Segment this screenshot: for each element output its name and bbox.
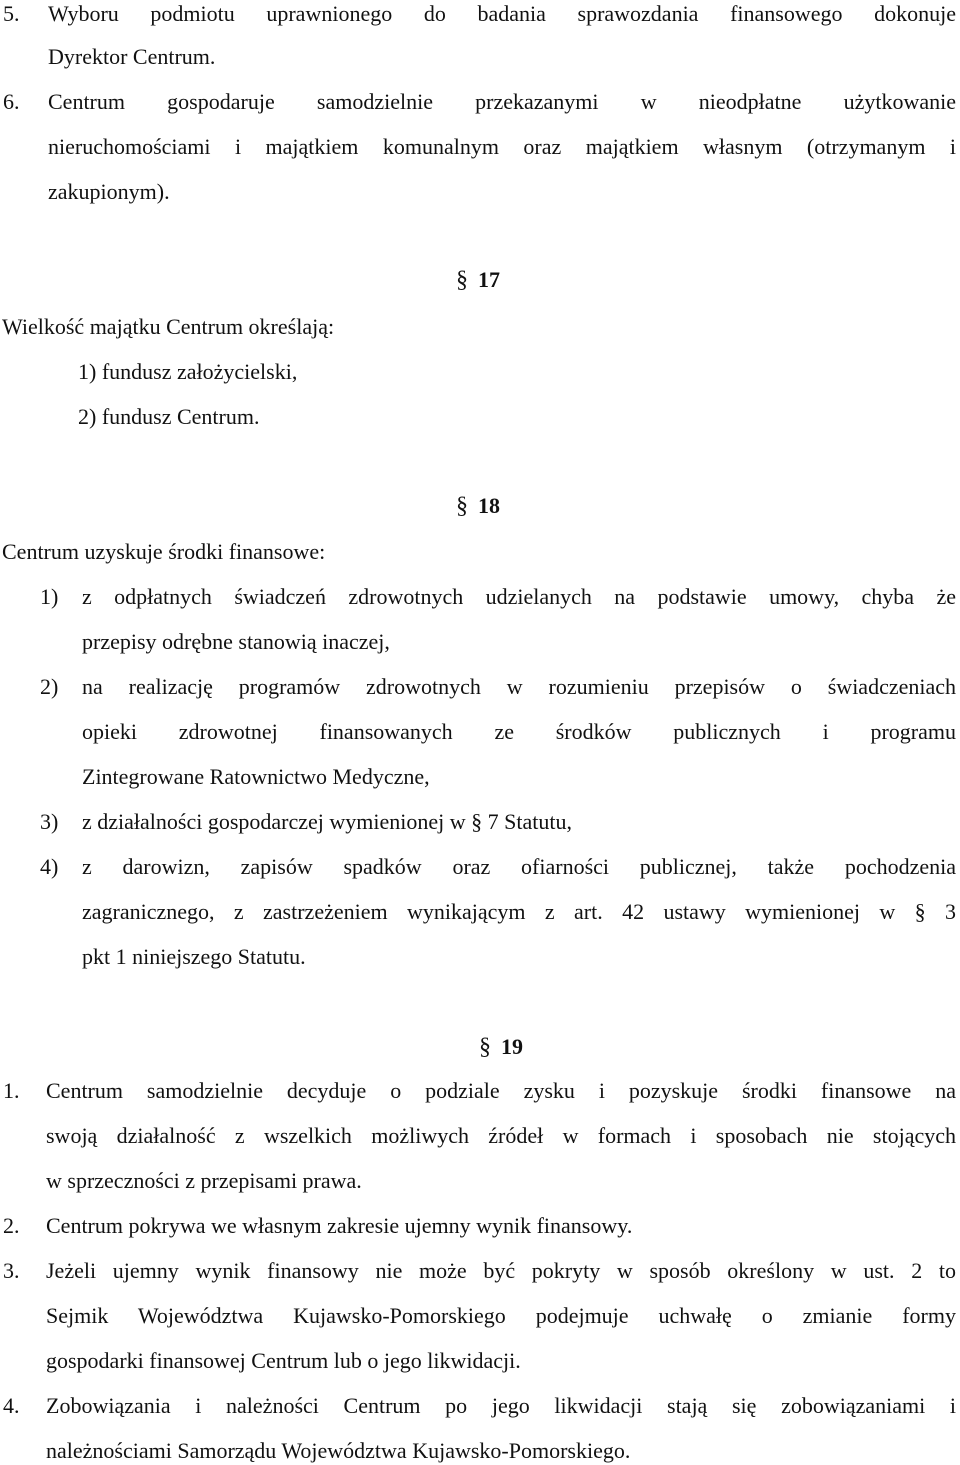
item-text-line: Jeżeli ujemny wynik finansowy nie może być pokryty w sposób określony w ust. 2 to xyxy=(46,1258,956,1283)
list-item: 1) fundusz założycielski, xyxy=(78,359,298,384)
item-number: 5. xyxy=(3,1,20,26)
section-number: 19 xyxy=(501,1034,523,1059)
section-number: 18 xyxy=(478,493,500,518)
item-text-line: zagranicznego, z zastrzeżeniem wynikającym z art. 42 ustawy wymienionej w § 3 xyxy=(82,899,956,924)
section-symbol: § xyxy=(456,493,468,519)
section-symbol: § xyxy=(456,267,468,293)
item-text-line: należnościami Samorządu Województwa Kujawsko-Pomorskiego. xyxy=(46,1438,631,1463)
item-text-line: Zintegrowane Ratownictwo Medyczne, xyxy=(82,764,430,789)
section-number: 17 xyxy=(478,267,500,292)
item-number: 3. xyxy=(3,1258,20,1283)
item-text-line: opieki zdrowotnej finansowanych ze środków publicznych i programu xyxy=(82,719,956,744)
list-item: 2) fundusz Centrum. xyxy=(78,404,260,429)
item-text-line: z odpłatnych świadczeń zdrowotnych udzielanych na podstawie umowy, chyba że xyxy=(82,584,956,609)
item-text-line: Dyrektor Centrum. xyxy=(48,44,216,69)
item-text-line: Centrum samodzielnie decyduje o podziale zysku i pozyskuje środki finansowe na xyxy=(46,1078,956,1103)
section-heading-19 xyxy=(479,1033,523,1061)
item-number: 2) xyxy=(40,674,59,699)
item-text-line: Zobowiązania i należności Centrum po jego likwidacji stają się zobowiązaniami i xyxy=(46,1393,956,1418)
item-number: 4. xyxy=(3,1393,20,1418)
item-text-line: Centrum pokrywa we własnym zakresie ujemny wynik finansowy. xyxy=(46,1213,633,1238)
item-text-line: swoją działalność z wszelkich możliwych źródeł w formach i sposobach nie stojących xyxy=(46,1123,956,1148)
item-text-line: pkt 1 niniejszego Statutu. xyxy=(82,944,306,969)
item-text-line: Centrum gospodaruje samodzielnie przekazanymi w nieodpłatne użytkowanie xyxy=(48,89,956,114)
item-text-line: z darowizn, zapisów spadków oraz ofiarności publicznej, także pochodzenia xyxy=(82,854,956,879)
item-number: 1. xyxy=(3,1078,20,1103)
item-text-line: przepisy odrębne stanowią inaczej, xyxy=(82,629,390,654)
item-number: 2. xyxy=(3,1213,20,1238)
section-intro: Wielkość majątku Centrum określają: xyxy=(2,314,335,339)
item-number: 1) xyxy=(40,584,59,609)
item-number: 4) xyxy=(40,854,59,879)
item-number: 3) xyxy=(40,809,59,834)
section-heading-17 xyxy=(456,266,500,294)
item-text-line: Wyboru podmiotu uprawnionego do badania sprawozdania finansowego dokonuje xyxy=(48,1,956,26)
item-text-line: gospodarki finansowej Centrum lub o jego likwidacji. xyxy=(46,1348,521,1373)
item-text-line: nieruchomościami i majątkiem komunalnym oraz majątkiem własnym (otrzymanym i xyxy=(48,134,956,159)
item-text-line: z działalności gospodarczej wymienionej w § 7 Statutu, xyxy=(82,809,572,834)
item-text-line: w sprzeczności z przepisami prawa. xyxy=(46,1168,362,1193)
item-text-line: zakupionym). xyxy=(48,179,170,204)
section-heading-18 xyxy=(456,492,500,520)
item-number: 6. xyxy=(3,89,20,114)
item-text-line: na realizację programów zdrowotnych w rozumieniu przepisów o świadczeniach xyxy=(82,674,956,699)
section-intro: Centrum uzyskuje środki finansowe: xyxy=(2,539,326,564)
section-symbol: § xyxy=(479,1034,491,1060)
item-text-line: Sejmik Województwa Kujawsko-Pomorskiego podejmuje uchwałę o zmianie formy xyxy=(46,1303,956,1328)
